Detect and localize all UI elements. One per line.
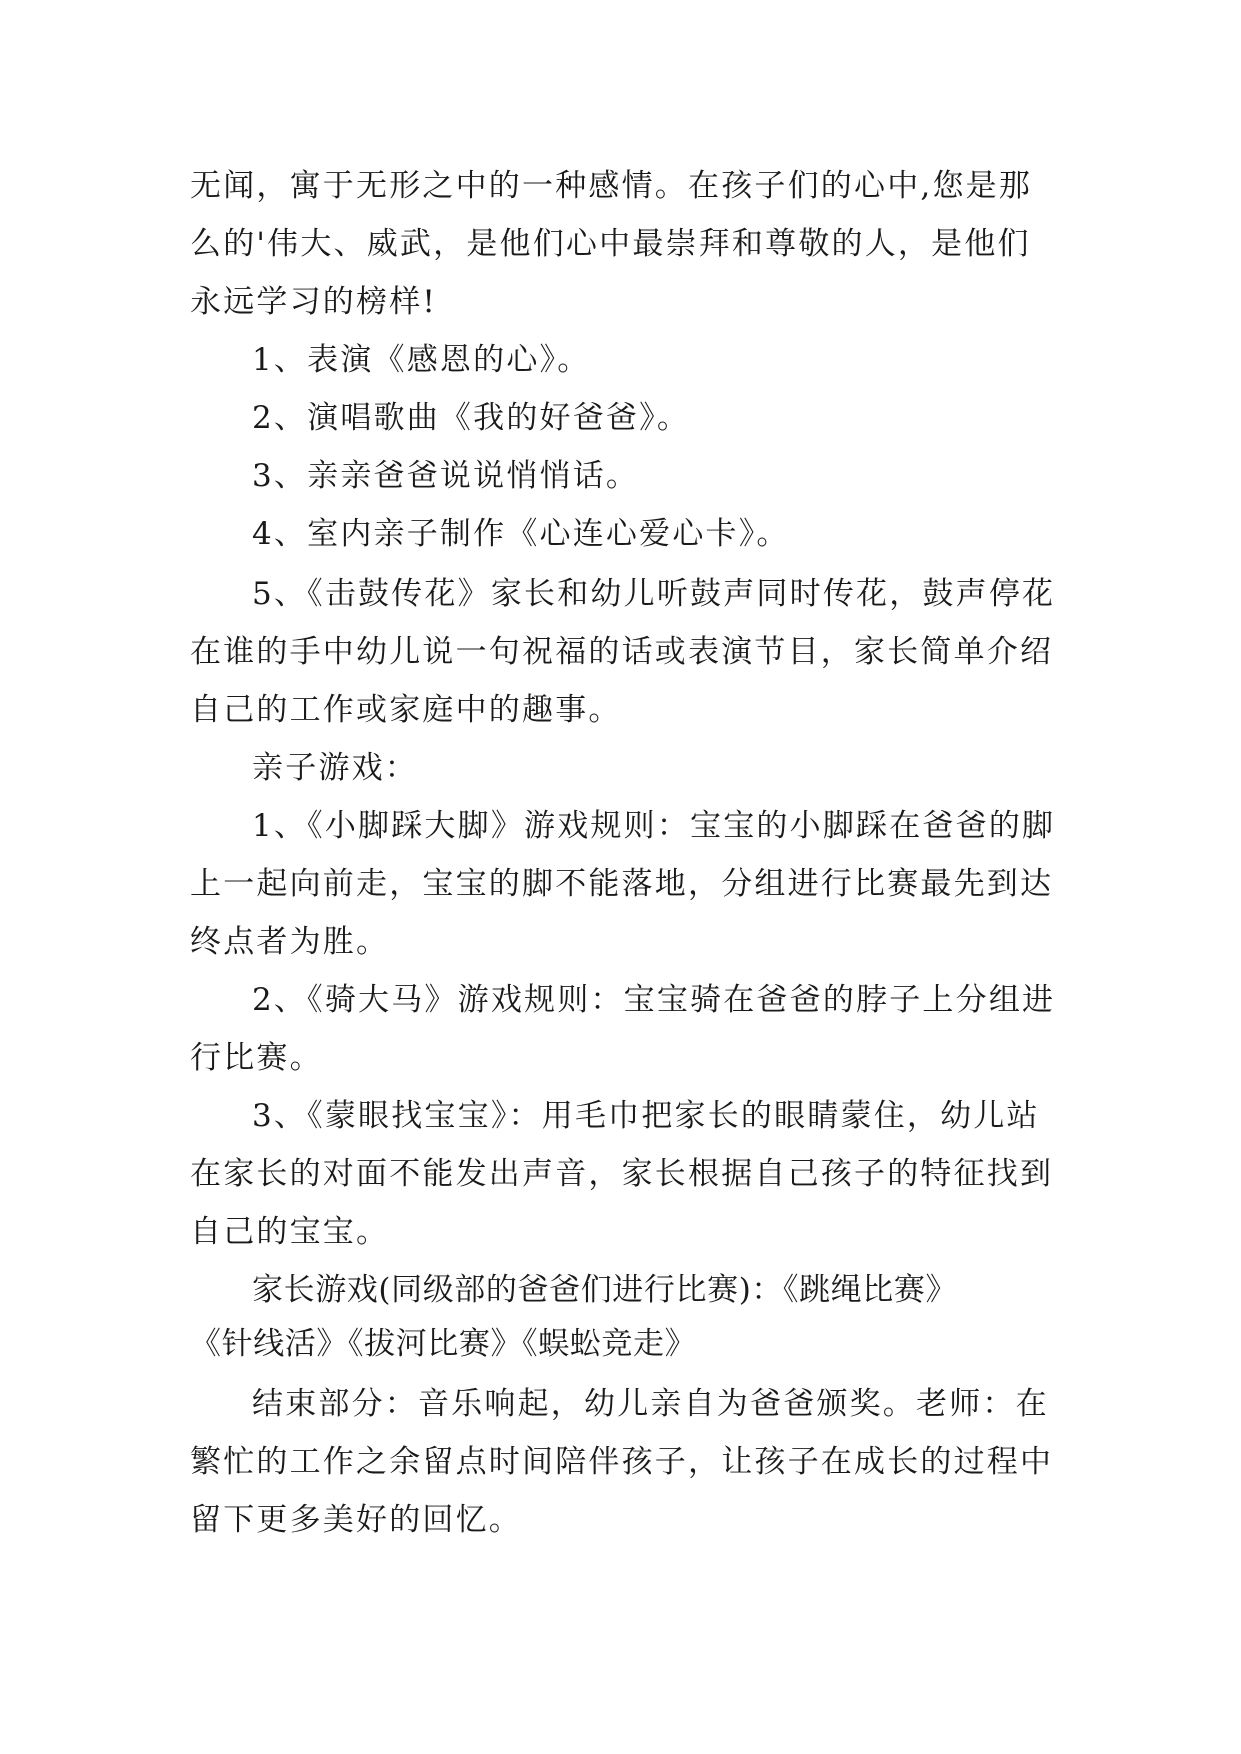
- text-line: 行比赛。: [190, 1040, 323, 1076]
- text-line: 上一起向前走，宝宝的脚不能落地，分组进行比赛最先到达: [190, 866, 1054, 902]
- text-line: 《针线活》《拔河比赛》《蜈蚣竞走》: [190, 1326, 697, 1362]
- text-line: 么的'伟大、威武，是他们心中最崇拜和尊敬的人，是他们: [190, 226, 1031, 262]
- list-item: 2、《骑大马》游戏规则：宝宝骑在爸爸的脖子上分组进: [252, 982, 1056, 1018]
- list-item: 1、表演《感恩的心》。: [252, 342, 591, 378]
- section-heading: 亲子游戏：: [252, 750, 418, 786]
- list-item: 5、《击鼓传花》家长和幼儿听鼓声同时传花，鼓声停花: [252, 576, 1056, 612]
- list-item: 2、演唱歌曲《我的好爸爸》。: [252, 400, 691, 436]
- text-line: 留下更多美好的回忆。: [190, 1502, 522, 1538]
- text-line: 自己的宝宝。: [190, 1214, 390, 1250]
- list-item: 3、《蒙眼找宝宝》：用毛巾把家长的眼睛蒙住，幼儿站: [252, 1098, 1040, 1134]
- text-line: 在谁的手中幼儿说一句祝福的话或表演节目，家长简单介绍: [190, 634, 1054, 670]
- list-item: 4、室内亲子制作《心连心爱心卡》。: [252, 516, 790, 552]
- text-line: 家长游戏(同级部的爸爸们进行比赛)：《跳绳比赛》: [252, 1272, 958, 1308]
- text-line: 永远学习的榜样!: [190, 284, 438, 320]
- text-line: 繁忙的工作之余留点时间陪伴孩子，让孩子在成长的过程中: [190, 1444, 1054, 1480]
- text-line: 结束部分：音乐响起，幼儿亲自为爸爸颁奖。老师：在: [252, 1386, 1049, 1422]
- list-item: 1、《小脚踩大脚》游戏规则：宝宝的小脚踩在爸爸的脚: [252, 808, 1056, 844]
- text-line: 在家长的对面不能发出声音，家长根据自己孩子的特征找到: [190, 1156, 1054, 1192]
- text-line: 终点者为胜。: [190, 924, 390, 960]
- text-line: 自己的工作或家庭中的趣事。: [190, 692, 622, 728]
- list-item: 3、亲亲爸爸说说悄悄话。: [252, 458, 640, 494]
- text-line: 无闻，寓于无形之中的一种感情。在孩子们的心中,您是那: [190, 168, 1033, 204]
